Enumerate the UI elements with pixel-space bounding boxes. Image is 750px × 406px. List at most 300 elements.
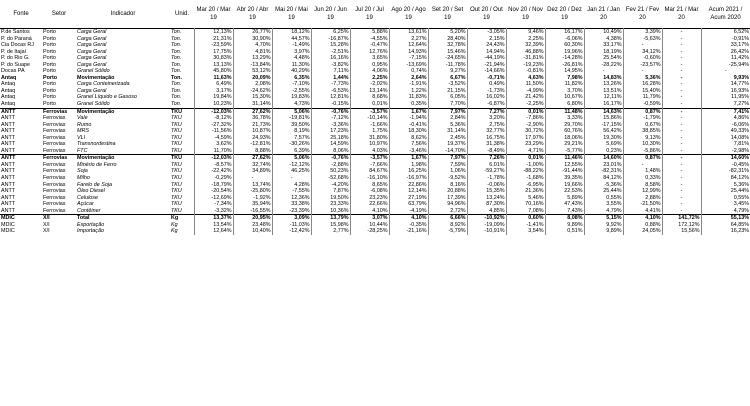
cell-value: -5,79%	[428, 228, 467, 235]
cell-value: 5,89%	[545, 195, 584, 202]
cell-sector: Ferrovias	[43, 134, 66, 141]
cell-value: 12,55%	[545, 162, 584, 169]
cell-sector: X/I	[42, 215, 76, 222]
cell-value: -	[662, 148, 701, 155]
cell-unit: TKU	[171, 201, 182, 208]
cell-value: 10,87%	[233, 128, 272, 135]
cell-value: 18,30%	[389, 128, 428, 135]
cell-value: 40,29%	[272, 68, 311, 75]
cell-value: -	[662, 101, 701, 108]
cell-indicator: Granel Sólido	[77, 68, 110, 75]
cell-value: 13,74%	[233, 182, 272, 189]
column-header: Indicador	[110, 11, 136, 17]
cell-indicator: Importação	[77, 228, 104, 235]
cell-source: Antaq	[1, 81, 16, 88]
cell-value: 0,55%	[701, 195, 750, 202]
cell-value: 31,14%	[428, 128, 467, 135]
cell-value: 63,79%	[389, 201, 428, 208]
cell-value: 13,29%	[233, 55, 272, 62]
cell-value: -14,28%	[545, 55, 584, 62]
cell-unit: Ton.	[171, 61, 182, 68]
cell-unit: Ton.	[171, 42, 182, 49]
cell-value: 19,83%	[272, 94, 311, 101]
cell-value: 7,81%	[701, 141, 750, 148]
cell-indicator: Carga Geral	[77, 55, 107, 62]
cell-value: -24,62%	[233, 88, 272, 95]
cell-unit: TKU	[171, 194, 182, 201]
cell-value: 32,77%	[467, 128, 506, 135]
cell-sector: X/I	[43, 221, 50, 228]
column-header: Nov 20 / Nov 19	[508, 7, 543, 21]
cell-value: 0,95%	[350, 62, 389, 69]
cell-value: 0,67%	[623, 122, 662, 129]
column-header: Mai 20 / Mai 19	[275, 7, 308, 21]
cell-value: -3,46%	[389, 148, 428, 155]
cell-value: 12,11%	[584, 94, 623, 101]
column-header: Set 20 / Set 19	[431, 7, 464, 21]
cell-source: ANTT	[1, 188, 16, 195]
cell-value: -25,80%	[233, 188, 272, 195]
cell-value: 36,78%	[233, 115, 272, 122]
cell-value: -16,97%	[389, 175, 428, 182]
table-row	[0, 101, 750, 108]
cell-value: 5,36%	[428, 122, 467, 129]
cell-unit: TKU	[171, 121, 182, 128]
cell-value: -	[662, 88, 701, 95]
cell-value: 1,44%	[311, 75, 350, 82]
cell-value: 17,97%	[506, 135, 545, 142]
cell-source: P. do Rio G.	[1, 55, 30, 62]
cell-value: -	[662, 201, 701, 208]
cell-sector: Porto	[43, 55, 56, 62]
cell-value: 4,81%	[233, 49, 272, 56]
cell-value: 11,70%	[194, 148, 233, 155]
cell-value: 7,87%	[311, 188, 350, 195]
cell-value: 84,12%	[701, 175, 750, 182]
cell-sector: Porto	[43, 48, 56, 55]
cell-value: -82,31%	[584, 168, 623, 175]
cell-value: -28,25%	[350, 228, 389, 235]
cell-value: 14,08%	[701, 135, 750, 142]
cell-value: 12,14%	[389, 188, 428, 195]
cell-value: 2,25%	[350, 75, 389, 82]
cell-value: 17,39%	[428, 195, 467, 202]
cell-source: P. do Paraná	[1, 35, 32, 42]
cell-value: 1,22%	[389, 88, 428, 95]
cell-indicator: Exportação	[77, 221, 105, 228]
cell-value: -2,88%	[311, 162, 350, 169]
cell-value: 13,37%	[194, 215, 233, 222]
cell-value: -3,57%	[350, 108, 389, 115]
cell-sector: Ferrovias	[43, 115, 66, 122]
cell-value: 7,27%	[701, 101, 750, 108]
cell-value: -0,15%	[311, 101, 350, 108]
cell-value: 19,50%	[311, 195, 350, 202]
cell-source: Docas PA	[1, 68, 25, 75]
header-row	[0, 0, 750, 29]
cell-value: 3,33%	[545, 115, 584, 122]
cell-value: 10,44%	[350, 222, 389, 229]
cell-sector: Porto	[43, 68, 56, 75]
cell-value: -7,12%	[311, 115, 350, 122]
cell-value: 33,38%	[272, 201, 311, 208]
cell-value: -7,15%	[389, 55, 428, 62]
cell-value: 12,99%	[623, 188, 662, 195]
cell-value: 9,13%	[623, 135, 662, 142]
cell-value: 3,09%	[272, 215, 311, 222]
cell-value: 94,96%	[428, 201, 467, 208]
cell-value: 15,46%	[428, 49, 467, 56]
cell-value: 2,64%	[389, 75, 428, 82]
cell-source: MDIC	[1, 228, 15, 235]
cell-value: -	[701, 68, 750, 75]
cell-value: 10,36%	[311, 208, 350, 215]
cell-value: -12,03%	[194, 108, 233, 115]
cell-value: -	[662, 208, 701, 215]
cell-value: -6,06%	[545, 36, 584, 43]
cell-unit: Ton.	[171, 87, 182, 94]
cell-value: -1,94%	[389, 115, 428, 122]
cell-value: -1,41%	[506, 222, 545, 229]
cell-indicator: Minério de Ferro	[77, 161, 117, 168]
cell-sector: Ferrovias	[43, 175, 66, 182]
cell-value: 53,12%	[233, 68, 272, 75]
cell-value: 7,98%	[545, 75, 584, 82]
cell-value: 38,85%	[623, 128, 662, 135]
cell-value: 27,19%	[389, 195, 428, 202]
cell-value: 22,86%	[389, 182, 428, 189]
cell-value: 14,93%	[389, 49, 428, 56]
cell-sector: Ferrovias	[42, 155, 76, 162]
cell-source: ANTT	[1, 161, 16, 168]
cell-value: 0,87%	[623, 155, 662, 162]
cell-value: 19,96%	[545, 49, 584, 56]
cell-value: 15,35%	[467, 188, 506, 195]
cell-value: -11,56%	[194, 128, 233, 135]
cell-value: -23,57%	[623, 62, 662, 69]
cell-value: 6,67%	[428, 75, 467, 82]
cell-value: 13,61%	[389, 29, 428, 36]
cell-value: 7,56%	[389, 141, 428, 148]
cell-value: 9,89%	[584, 228, 623, 235]
cell-value: 7,57%	[272, 135, 311, 142]
cell-value: 4,48%	[272, 55, 311, 62]
cell-value: 31,80%	[350, 135, 389, 142]
cell-value: 28,40%	[428, 36, 467, 43]
cell-value: 7,11%	[311, 68, 350, 75]
cell-value: -	[662, 49, 701, 56]
cell-value: -7,73%	[311, 81, 350, 88]
cell-value: 19,37%	[428, 141, 467, 148]
cell-value: -27,32%	[194, 122, 233, 129]
cell-value: -5,63%	[623, 36, 662, 43]
cell-sector: Porto	[43, 94, 56, 101]
cell-value: 6,01%	[467, 162, 506, 169]
cell-unit: Ton.	[171, 94, 182, 101]
cell-value: -	[662, 75, 701, 82]
cell-value: 0,51%	[545, 228, 584, 235]
cell-source: ANTT	[1, 128, 16, 135]
cell-value: 0,74%	[389, 68, 428, 75]
cell-value: -5,36%	[584, 182, 623, 189]
cell-unit: Ton.	[171, 101, 182, 108]
cell-value: 46,25%	[272, 168, 311, 175]
cell-value: -10,92%	[467, 215, 506, 222]
cell-indicator: Carga Geral	[77, 61, 107, 68]
cell-value: 46,88%	[506, 49, 545, 56]
cell-value: 12,64%	[389, 42, 428, 49]
cell-value: 4,85%	[467, 208, 506, 215]
cell-value: -23,59%	[194, 42, 233, 49]
cell-value: 5,36%	[623, 75, 662, 82]
cell-value: 11,95%	[701, 94, 750, 101]
cell-value: 6,80%	[545, 101, 584, 108]
cell-value: -	[233, 175, 272, 182]
cell-value: 24,43%	[467, 42, 506, 49]
cell-indicator: Carga Geral	[77, 48, 107, 55]
cell-sector: Ferrovias	[43, 121, 66, 128]
cell-value: 8,92%	[428, 222, 467, 229]
cell-unit: TKU	[171, 128, 182, 135]
cell-unit: Ton.	[171, 68, 182, 75]
cell-indicator: Movimentação	[77, 74, 115, 81]
cell-value: -8,57%	[194, 162, 233, 169]
cell-value: 4,28%	[272, 182, 311, 189]
cell-value: 7,97%	[428, 155, 467, 162]
cell-value: -	[662, 155, 701, 162]
cell-value: -	[623, 42, 662, 49]
cell-value: 5,69%	[584, 141, 623, 148]
cell-unit: TKU	[171, 141, 182, 148]
cell-unit: TKU	[171, 161, 182, 168]
cell-value: 11,63%	[194, 75, 233, 82]
cell-value: 8,08%	[545, 215, 584, 222]
cell-value: 7,59%	[428, 162, 467, 169]
cell-value: 5,15%	[584, 215, 623, 222]
cell-source: ANTT	[0, 155, 42, 162]
cell-value: 8,62%	[389, 135, 428, 142]
cell-value: 1,48%	[623, 168, 662, 175]
cell-source: ANTT	[1, 207, 16, 214]
cell-value: 19,30%	[584, 135, 623, 142]
cell-value: 15,30%	[233, 94, 272, 101]
cell-value: -6,06%	[701, 122, 750, 129]
cell-value: -7,34%	[194, 201, 233, 208]
cell-value: 2,27%	[389, 36, 428, 43]
cell-unit: Kg	[171, 221, 178, 228]
cell-value: 13,13%	[194, 62, 233, 69]
cell-value: 8,19%	[272, 128, 311, 135]
cell-value: -	[662, 108, 701, 115]
cell-value: 14,59%	[311, 141, 350, 148]
cell-value: -13,69%	[389, 62, 428, 69]
cell-value: -3,82%	[311, 62, 350, 69]
cell-value: 6,35%	[272, 75, 311, 82]
cell-value: 10,49%	[584, 29, 623, 36]
cell-value: 14,63%	[584, 108, 623, 115]
cell-value: -4,99%	[506, 88, 545, 95]
cell-source: Antaq	[1, 74, 17, 81]
cell-value: -	[662, 195, 701, 202]
cell-value: -16,55%	[233, 208, 272, 215]
cell-indicator: FTC	[77, 147, 88, 154]
cell-value: 32,39%	[506, 42, 545, 49]
cell-value: 1,67%	[389, 108, 428, 115]
cell-value: 39,35%	[545, 175, 584, 182]
cell-value: 22,66%	[350, 201, 389, 208]
cell-unit: TKU	[171, 168, 182, 175]
cell-unit: Kg	[170, 215, 194, 222]
cell-sector: Porto	[43, 35, 56, 42]
cell-value: 0,01%	[506, 155, 545, 162]
cell-unit: TKU	[171, 134, 182, 141]
cell-value: 11,79%	[623, 94, 662, 101]
cell-value: 9,93%	[701, 75, 750, 82]
cell-value: 16,02%	[467, 94, 506, 101]
cell-value: 6,52%	[701, 29, 750, 36]
cell-value: 21,15%	[428, 88, 467, 95]
cell-indicator: MRS	[77, 128, 89, 135]
cell-value: 7,43%	[545, 208, 584, 215]
cell-value: -0,45%	[701, 162, 750, 169]
cell-sector: Ferrovias	[43, 168, 66, 175]
cell-value: 12,64%	[194, 228, 233, 235]
cell-value: -1,79%	[623, 115, 662, 122]
cell-value: 5,06%	[272, 108, 311, 115]
cell-indicator: Carga Geral	[77, 35, 107, 42]
cell-value: -	[662, 188, 701, 195]
cell-source: P.de Santos	[1, 29, 30, 35]
cell-value: 6,25%	[311, 29, 350, 36]
cell-value: 39,50%	[272, 122, 311, 129]
cell-value: -0,76%	[311, 108, 350, 115]
table-row	[0, 215, 750, 222]
cell-value: 19,84%	[194, 94, 233, 101]
cell-sector: Ferrovias	[43, 181, 66, 188]
cell-value: -1,68%	[506, 175, 545, 182]
cell-unit: Kg	[171, 228, 178, 235]
cell-sector: Ferrovias	[43, 128, 66, 135]
cell-value: 11,83%	[389, 94, 428, 101]
cell-value: 49,33%	[701, 128, 750, 135]
cell-value: 2,72%	[428, 208, 467, 215]
cell-value: 9,46%	[506, 29, 545, 36]
cell-indicator: Açúcar	[77, 201, 94, 208]
cell-value: 60,76%	[545, 128, 584, 135]
cell-value: 6,49%	[194, 81, 233, 88]
cell-value: -1,49%	[272, 42, 311, 49]
cell-source: ANTT	[1, 201, 16, 208]
cell-value: 11,50%	[506, 81, 545, 88]
cell-sector: Ferrovias	[43, 147, 66, 154]
cell-value: 14,60%	[584, 155, 623, 162]
cell-value: -0,71%	[467, 75, 506, 82]
cell-value: -0,91%	[701, 36, 750, 43]
cell-value: 30,90%	[233, 36, 272, 43]
cell-sector: Ferrovias	[43, 194, 66, 201]
cell-value: 4,79%	[584, 208, 623, 215]
cell-value: -1,66%	[350, 122, 389, 129]
cell-value: 6,66%	[428, 215, 467, 222]
cell-indicator: Granel Líquido e Gasoso	[77, 94, 137, 101]
cell-value: -16,10%	[350, 175, 389, 182]
cell-value: -88,22%	[506, 168, 545, 175]
cell-value: -25,94%	[701, 62, 750, 69]
cell-indicator: Carga Geral	[77, 87, 107, 94]
cell-value: 11,46%	[545, 155, 584, 162]
cell-value: -	[662, 81, 701, 88]
cell-value: -	[662, 62, 701, 69]
table-row	[0, 228, 750, 235]
cell-value: -28,22%	[584, 62, 623, 69]
cell-source: Antaq	[1, 94, 16, 101]
cell-value: 32,74%	[233, 162, 272, 169]
cell-value: 64,85%	[701, 222, 750, 229]
cell-indicator: Carga Geral	[77, 42, 107, 49]
cell-indicator: Vale	[77, 115, 88, 122]
cell-value: 4,71%	[506, 148, 545, 155]
cell-value: 14,83%	[584, 75, 623, 82]
cell-value: 4,70%	[233, 42, 272, 49]
cell-indicator: Carga Conteinerizada	[77, 81, 130, 88]
cell-sector: Porto	[43, 81, 56, 88]
cell-value: 13,51%	[584, 88, 623, 95]
cell-unit: TKU	[170, 155, 194, 162]
cell-value: 29,70%	[545, 122, 584, 129]
cell-indicator: Carga Geral	[77, 29, 107, 35]
cell-value: 25,54%	[584, 55, 623, 62]
cell-value: 4,86%	[701, 115, 750, 122]
cell-value: 172,12%	[662, 222, 701, 229]
cell-indicator: Movimentação	[76, 155, 170, 162]
cell-value: -2,51%	[311, 49, 350, 56]
cell-value: 5,36%	[701, 182, 750, 189]
cell-sector: Ferrovias	[43, 188, 66, 195]
cell-value: -6,53%	[311, 88, 350, 95]
cell-value: 3,07%	[350, 215, 389, 222]
cell-source: P. de Itajaí	[1, 48, 27, 55]
cell-value: -	[584, 68, 623, 75]
cell-value: 4,63%	[506, 75, 545, 82]
cell-source: ANTT	[1, 134, 16, 141]
cell-value: -6,87%	[467, 101, 506, 108]
cell-value: -3,05%	[467, 29, 506, 36]
column-header: Setor	[51, 11, 67, 17]
cell-unit: Ton.	[171, 29, 182, 35]
cell-value: 21,73%	[233, 122, 272, 129]
cell-value: 23,01%	[584, 162, 623, 169]
cell-value: 8,06%	[311, 148, 350, 155]
cell-value: 15,86%	[584, 115, 623, 122]
cell-value: 2,88%	[623, 195, 662, 202]
cell-value: -21,94%	[467, 62, 506, 69]
cell-value: -12,12%	[272, 162, 311, 169]
table-body	[0, 29, 750, 235]
cell-value: 8,68%	[350, 94, 389, 101]
table-row	[0, 108, 750, 115]
cell-value: 33,17%	[701, 42, 750, 49]
cell-value: 21,42%	[506, 94, 545, 101]
column-header: Dez 20 / Dez 19	[547, 7, 582, 21]
cell-value: -7,86%	[506, 115, 545, 122]
cell-value: 50,23%	[311, 168, 350, 175]
cell-value: 22,53%	[545, 188, 584, 195]
cell-value: 3,70%	[545, 88, 584, 95]
column-header: Ago 20 / Ago 19	[391, 7, 426, 21]
column-header: Mar 21 / Mar 20	[664, 7, 699, 21]
cell-value: -	[662, 42, 701, 49]
cell-value: 11,42%	[701, 55, 750, 62]
